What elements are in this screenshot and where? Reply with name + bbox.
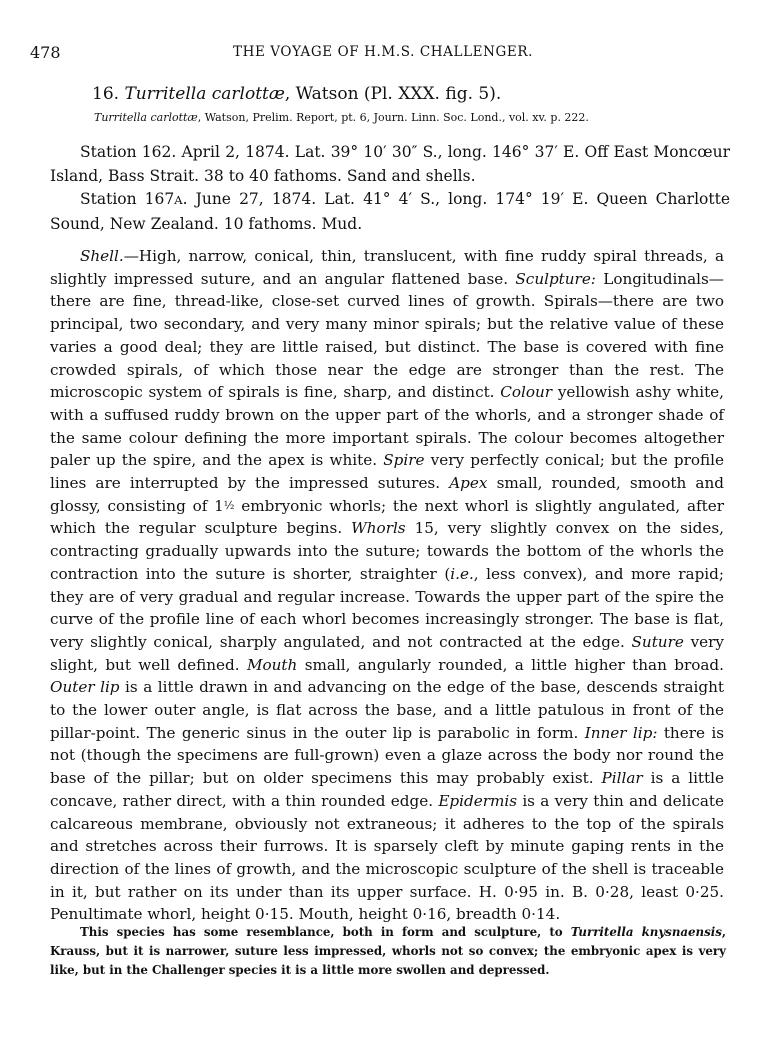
station-record — [50, 188, 730, 236]
term-spire: Spire — [383, 451, 425, 470]
description-text: small, rounded, smooth and glossy, consisting of 1 — [50, 474, 724, 515]
station-suffix: A — [174, 193, 183, 207]
term-apex: Apex — [449, 474, 488, 493]
description-text: is a very thin and delicate calcareous membrane, obviously not extraneous; it adheres to the top of the spirals and stretches across their furrows. It is sparsely cleft by minute gaping rents in the direction of the lines of growth, and the microscopic sculpture of the shell is traceable in it, but rather on its under than its upper surface. H. 0·95 in. B. 0·28, least 0·25. Penultimate whorl, height 0·15. Mouth, height 0·16, breadth 0·14. — [50, 791, 724, 924]
description-text: small, angularly rounded, a little higher than broad. — [297, 655, 724, 674]
station-text: Station 167 — [80, 190, 175, 208]
description-text: very perfectly conical; but the profile lines are interrupted by the impressed sutures. — [50, 451, 724, 493]
shell-description — [50, 245, 724, 926]
species-heading — [92, 84, 501, 104]
note-text: This species has some resemblance, both in form and sculpture, to — [80, 925, 571, 939]
term-colour: Colour — [500, 383, 553, 402]
description-text: embryonic whorls; the next whorl is slightly angulated, after which the regular sculpture begins. — [50, 496, 724, 538]
term-suture: Suture — [631, 632, 684, 651]
description-text: Longitudinals—there are fine, thread-like, close-set curved lines of growth. Spirals—there are two principal, two secondary, and very many minor spirals; but the relative value of these varies a good deal; they are little raised, but distinct. The base is covered with fine crowded spirals, of which those near the edge are stronger than the rest. The microscopic system of spirals is fine, sharp, and distinct. — [50, 269, 724, 402]
citation-reference: , Watson, Prelim. Report, pt. 6, Journ. Linn. Soc. Lond., vol. xv. p. 222. — [197, 111, 589, 124]
description-text: yellowish ashy white, with a suffused ruddy brown on the upper part of the whorls, and a stronger shade of the same colour defining the more important spirals. The colour becomes altogether paler up the spire, and the apex is white. — [50, 383, 724, 470]
page-number: 478 — [30, 43, 61, 62]
species-number: 16. — [92, 84, 120, 104]
term-shell: Shell. — [80, 247, 124, 265]
description-text: is a little drawn in and advancing on the edge of the base, descends straight to the lower outer angle, is flat across the base, and a little patulous in front of the pillar-point. The generic sinus in the outer lip is parabolic in form. — [50, 678, 724, 742]
term-whorls: Whorls — [351, 519, 406, 538]
citation-name: Turritella carlottæ — [94, 111, 198, 124]
description-text: there is not (though the specimens are full-grown) even a glaze across the body nor round the base of the pillar; but on older specimens this may probably exist. — [50, 723, 724, 788]
comparison-note — [50, 923, 726, 980]
description-text: —High, narrow, conical, thin, translucent, with fine ruddy spiral threads, a slightly impressed suture, and an angular flattened base. — [50, 247, 724, 288]
description-text: very slight, but well defined. — [50, 632, 724, 674]
page-header — [30, 43, 736, 63]
note-text: , Krauss, but it is narrower, suture less impressed, whorls not so convex; the embryonic apex is very like, but in the Challenger species it is a little more swollen and depressed. — [50, 925, 726, 977]
species-citation — [94, 111, 589, 124]
term-outer-lip: Outer lip — [50, 678, 120, 697]
note-species-name: Turritella knysnaensis — [570, 925, 722, 939]
description-text: 15, very slightly convex on the sides, contracting gradually upwards into the suture; towards the bottom of the whorls the contraction into the suture is shorter, straighter ( — [50, 519, 724, 583]
term-sculpture: Sculpture: — [515, 269, 596, 288]
term-ie: i.e. — [450, 564, 474, 583]
term-epidermis: Epidermis — [438, 791, 518, 810]
description-text: is a little concave, rather direct, with a thin rounded edge. — [50, 769, 724, 810]
fraction-half: ½ — [223, 498, 235, 512]
term-pillar: Pillar — [601, 769, 643, 788]
description-text: , less convex), and more rapid; they are of very gradual and regular increase. Towards the upper part of the spire the curve of the profile line of each whorl becomes increasingly stronger. The base is flat, very slightly conical, sharply angulated, and not contracted at the edge. — [50, 564, 724, 651]
station-text-rest: . June 27, 1874. Lat. 41° 4′ S., long. 174° 19′ E. Queen Charlotte Sound, New Zealand. 10 fathoms. Mud. — [50, 190, 731, 233]
term-inner-lip: Inner lip: — [584, 723, 658, 742]
station-record — [50, 141, 730, 188]
species-name: Turritella carlottæ — [124, 84, 285, 104]
term-mouth: Mouth — [246, 655, 298, 674]
station-text: Station 162. April 2, 1874. Lat. 39° 10′ 30″ S., long. 146° 37′ E. Off East Moncœur Island, Bass Strait. 38 to 40 fathoms. Sand and shells. — [50, 143, 730, 185]
running-title: THE VOYAGE OF H.M.S. CHALLENGER. — [232, 44, 534, 60]
species-author: , Watson (Pl. XXX. fig. 5). — [284, 84, 502, 104]
